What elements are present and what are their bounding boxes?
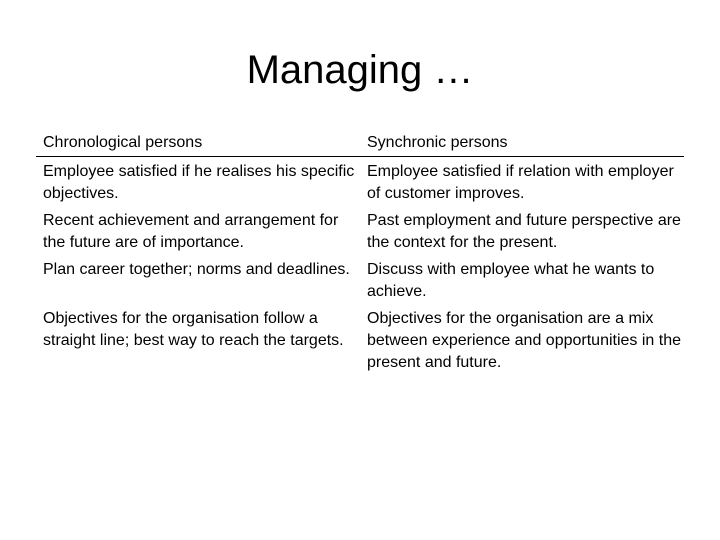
table-header xyxy=(36,131,684,157)
cell-chronological: Objectives for the organisation follow a straight line; best way to reach the targets. xyxy=(43,310,344,349)
cell-synchronic: Employee satisfied if relation with employer of customer improves. xyxy=(367,163,674,202)
cell-chronological: Employee satisfied if he realises his specific objectives. xyxy=(43,163,355,202)
comparison-table-container xyxy=(36,131,684,377)
header-synchronic: Synchronic persons xyxy=(360,131,684,157)
table-body xyxy=(36,157,684,378)
cell-chronological: Plan career together; norms and deadlines. xyxy=(43,261,350,278)
table-row xyxy=(36,157,684,209)
table-row xyxy=(36,208,684,257)
table-row xyxy=(36,306,684,377)
slide-title: Managing … xyxy=(246,48,474,92)
header-row xyxy=(36,131,684,157)
cell-chronological: Recent achievement and arrangement for the future are of importance. xyxy=(43,212,339,251)
cell-synchronic: Past employment and future perspective are the context for the present. xyxy=(367,212,681,251)
comparison-table xyxy=(36,131,684,377)
table-row xyxy=(36,257,684,306)
header-chronological: Chronological persons xyxy=(36,131,360,157)
cell-synchronic: Discuss with employee what he wants to achieve. xyxy=(367,261,655,300)
cell-synchronic: Objectives for the organisation are a mix between experience and opportunities in the present and future. xyxy=(367,310,681,371)
